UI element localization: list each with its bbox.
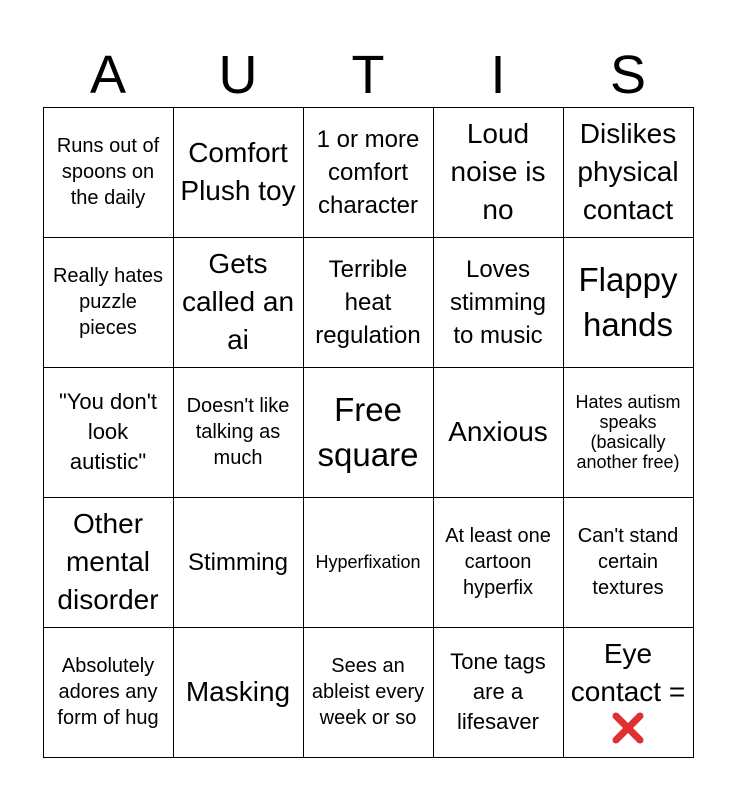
cell-text: Comfort Plush toy bbox=[180, 137, 296, 206]
bingo-cell[interactable] bbox=[433, 367, 564, 498]
bingo-cell[interactable] bbox=[173, 497, 304, 628]
cell-text: "You don't look autistic" bbox=[58, 389, 158, 474]
header-letter-u: U bbox=[218, 45, 258, 105]
cell-text: Gets called an ai bbox=[181, 248, 295, 355]
cell-text: Terrible heat regulation bbox=[315, 255, 421, 349]
bingo-cell[interactable] bbox=[43, 627, 174, 758]
bingo-cell[interactable] bbox=[43, 497, 174, 628]
bingo-cell[interactable] bbox=[303, 237, 434, 368]
bingo-cell[interactable] bbox=[433, 497, 564, 628]
cell-text: Other mental disorder bbox=[57, 508, 159, 615]
cell-text: Really hates puzzle pieces bbox=[52, 265, 164, 339]
bingo-cell[interactable] bbox=[563, 367, 694, 498]
bingo-cell[interactable] bbox=[43, 237, 174, 368]
cell-text: Hates autism speaks (basically another free) bbox=[575, 392, 681, 472]
bingo-cell[interactable] bbox=[303, 627, 434, 758]
cell-text: Flappy hands bbox=[578, 261, 678, 343]
cell-text: Runs out of spoons on the daily bbox=[56, 135, 160, 209]
cell-text: Anxious bbox=[448, 416, 548, 447]
bingo-cell[interactable] bbox=[433, 107, 564, 238]
bingo-cell[interactable] bbox=[303, 367, 434, 498]
cell-text: Doesn't like talking as much bbox=[186, 395, 290, 469]
cell-text: Stimming bbox=[187, 548, 289, 576]
bingo-cell[interactable] bbox=[563, 627, 694, 758]
cell-text: Absolutely adores any form of hug bbox=[57, 655, 159, 729]
bingo-cell[interactable] bbox=[43, 367, 174, 498]
bingo-cell[interactable] bbox=[173, 237, 304, 368]
cell-text: Loud noise is no bbox=[450, 118, 546, 225]
header-letter-s: S bbox=[609, 45, 647, 105]
bingo-cell[interactable] bbox=[43, 107, 174, 238]
bingo-cell[interactable] bbox=[563, 237, 694, 368]
cell-text: Tone tags are a lifesaver bbox=[450, 649, 546, 734]
bingo-cell[interactable] bbox=[563, 497, 694, 628]
bingo-cell[interactable] bbox=[433, 237, 564, 368]
cell-text: Dislikes physical contact bbox=[577, 118, 679, 225]
cell-text: Loves stimming to music bbox=[449, 255, 546, 349]
cell-text: Hyperfixation bbox=[315, 552, 421, 572]
bingo-cell[interactable] bbox=[303, 107, 434, 238]
cell-text: 1 or more comfort character bbox=[316, 125, 420, 219]
bingo-cell[interactable] bbox=[173, 367, 304, 498]
header-letter-a: A bbox=[89, 45, 127, 105]
header-letter-t: T bbox=[351, 45, 385, 105]
bingo-header bbox=[43, 44, 693, 106]
bingo-board bbox=[43, 107, 693, 757]
bingo-cell[interactable] bbox=[563, 107, 694, 238]
header-letter-i: I bbox=[490, 45, 506, 105]
cell-text: At least one cartoon hyperfix bbox=[445, 525, 551, 599]
cell-text: Free square bbox=[317, 391, 419, 473]
bingo-cell[interactable] bbox=[173, 627, 304, 758]
cell-text: Eye contact = bbox=[570, 638, 686, 707]
cell-text: Masking bbox=[185, 676, 291, 707]
bingo-cell[interactable] bbox=[303, 497, 434, 628]
bingo-cell[interactable] bbox=[433, 627, 564, 758]
cell-text: Sees an ableist every week or so bbox=[311, 655, 425, 729]
cell-text: Can't stand certain textures bbox=[577, 525, 679, 599]
bingo-cell[interactable] bbox=[173, 107, 304, 238]
cross-mark-icon bbox=[611, 711, 645, 745]
